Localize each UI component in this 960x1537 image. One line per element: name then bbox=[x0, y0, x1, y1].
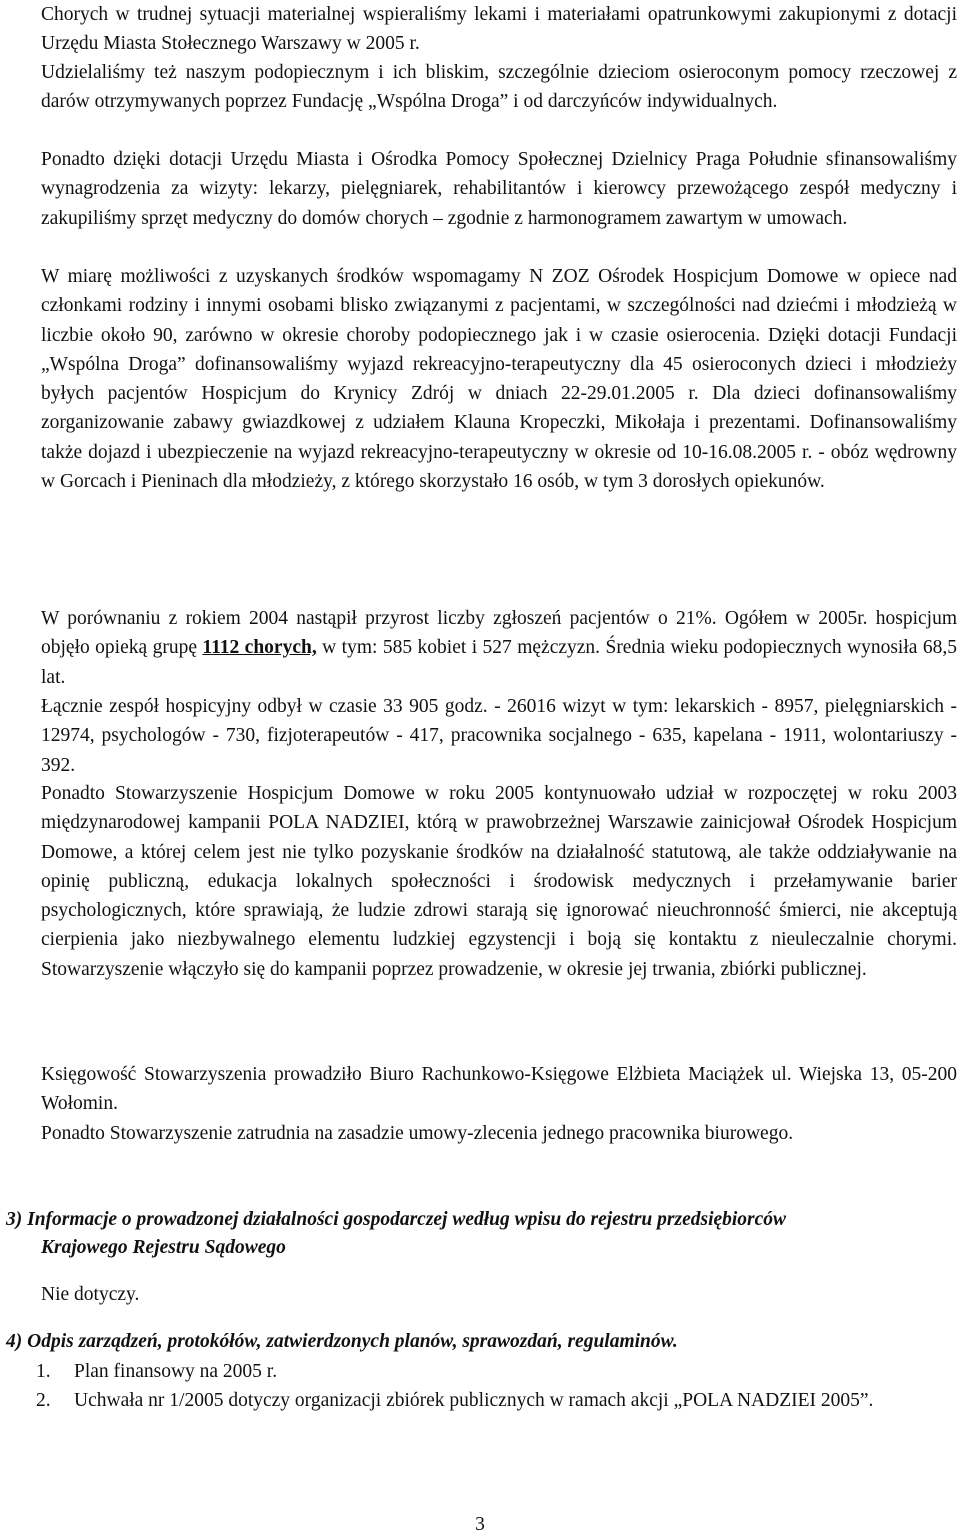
list-item-text: Uchwała nr 1/2005 dotyczy organizacji zbiórek publicznych w ramach akcji „POLA NADZIEI 2005”. bbox=[74, 1389, 874, 1411]
paragraph-material-aid: Udzielaliśmy też naszym podopiecznym i ich bliskim, szczególnie dzieciom osieroconym pomocy rzeczowej z darów otrzymywanych poprzez Fundację „Wspólna Droga” i od darczyńców indywidualnych. bbox=[41, 62, 957, 113]
list-item-number: 2. bbox=[36, 1389, 51, 1411]
list-item bbox=[36, 1358, 957, 1387]
patient-stats-text-start: W porównaniu z rokiem 2004 nastąpił przyrost liczby zgłoszeń pacjentów o 21%. Ogółem w 2005r. hospicjum objęło opieką grupę bbox=[41, 608, 957, 659]
paragraph-patient-stats bbox=[41, 604, 957, 692]
section-3-title-line2: Krajowego Rejestru Sądowego bbox=[41, 1237, 286, 1258]
patient-count-highlight: 1112 chorych, bbox=[202, 637, 317, 659]
paragraph-medicines: Chorych w trudnej sytuacji materialnej wspieraliśmy lekami i materiałami opatrunkowymi zakupionymi z dotacji Urzędu Miasta Stołecznego Warszawy w 2005 r. bbox=[41, 4, 957, 55]
paragraph-employee: Ponadto Stowarzyszenie zatrudnia na zasadzie umowy-zlecenia jednego pracownika biurowego. bbox=[41, 1123, 794, 1144]
section-4-number: 4) bbox=[6, 1331, 23, 1352]
section-3-title-line1: Informacje o prowadzonej działalności gospodarczej według wpisu do rejestru przedsiębiorców bbox=[27, 1209, 787, 1230]
section-4-title: Odpis zarządzeń, protokółów, zatwierdzonych planów, sprawozdań, regulaminów. bbox=[27, 1331, 678, 1352]
section-3-number: 3) bbox=[6, 1209, 23, 1230]
list-item-text: Plan finansowy na 2005 r. bbox=[74, 1361, 278, 1382]
paragraph-family-support: W miarę możliwości z uzyskanych środków wspomagamy N ZOZ Ośrodek Hospicjum Domowe w opiece nad członkami rodziny i innymi osobami blisko związanymi z pacjentami, w szczególności nad dziećmi i młodzieżą w liczbie około 90, zarówno w okresie choroby podopiecznego jak i w czasie osierocenia. Dzięki dotacji Fundacji „Wspólna Droga” dofinansowaliśmy wyjazd rekreacyjno-terapeutyczny dla 45 osieroconych dzieci i młodzieży byłych pacjentów Hospicjum do Krynicy Zdrój w dniach 22-29.01.2005 r. Dla dzieci dofinansowaliśmy zorganizowanie zabawy gwiazdkowej z udziałem Klauna Kropeczki, Mikołaja i prezentami. Dofinansowaliśmy także dojazd i ubezpieczenie na wyjazd rekreacyjno-terapeutyczny w okresie od 10-16.08.2005 r. - obóz wędrowny w Gorcach i Pieninach dla młodzieży, z którego skorzystało 16 osób, w tym 3 dorosłych opiekunów. bbox=[41, 266, 957, 493]
page-number: 3 bbox=[475, 1514, 485, 1535]
section-3-heading bbox=[6, 1206, 956, 1262]
patient-stats-text-end: w tym: 585 kobiet i 527 mężczyzn. Średnia wieku podopiecznych wynosiła 68,5 lat. bbox=[41, 637, 957, 688]
paragraph-accounting: Księgowość Stowarzyszenia prowadziło Biuro Rachunkowo-Księgowe Elżbieta Maciążek ul. Wiejska 13, 05-200 Wołomin. bbox=[41, 1064, 957, 1115]
section-3-body: Nie dotyczy. bbox=[41, 1284, 140, 1305]
list-item bbox=[36, 1387, 957, 1416]
section-4-heading bbox=[6, 1328, 956, 1356]
section-4-list bbox=[36, 1358, 957, 1415]
paragraph-visits: Łącznie zespół hospicyjny odbył w czasie 33 905 godz. - 26016 wizyt w tym: lekarskich - 8957, pielęgniarskich - 12974, psychologów - 730, fizjoterapeutów - 417, pracownika socjalnego - 635, kapelana - 1911, wolontariuszy - 392. bbox=[41, 696, 957, 776]
paragraph-grants: Ponadto dzięki dotacji Urzędu Miasta i Ośrodka Pomocy Społecznej Dzielnicy Praga Południe sfinansowaliśmy wynagrodzenia za wizyty: lekarzy, pielęgniarek, rehabilitantów i kierowcy przewożącego zespół medyczny i zakupiliśmy sprzęt medyczny do domów chorych – zgodnie z harmonogramem zawartym w umowach. bbox=[41, 149, 957, 229]
paragraph-campaign: Ponadto Stowarzyszenie Hospicjum Domowe w roku 2005 kontynuowało udział w rozpoczętej w roku 2003 międzynarodowej kampanii POLA NADZIEI, którą w prawobrzeżnej Warszawie zainicjował Ośrodek Hospicjum Domowe, a której celem jest nie tylko pozyskanie środków na działalność statutową, ale także oddziaływanie na opinię publiczną, edukacja lokalnych społeczności i środowisk medycznych i przełamywanie barier psychologicznych, które sprawiają, że ludzie zdrowi starają się ignorować nieuchronność śmierci, nie akceptują cierpienia jako niezbywalnego elementu ludzkiej egzystencji i boją się kontaktu z nieuleczalnie chorymi. Stowarzyszenie włączyło się do kampanii poprzez prowadzenie, w okresie jej trwania, zbiórki publicznej. bbox=[41, 783, 957, 980]
list-item-number: 1. bbox=[36, 1361, 51, 1382]
